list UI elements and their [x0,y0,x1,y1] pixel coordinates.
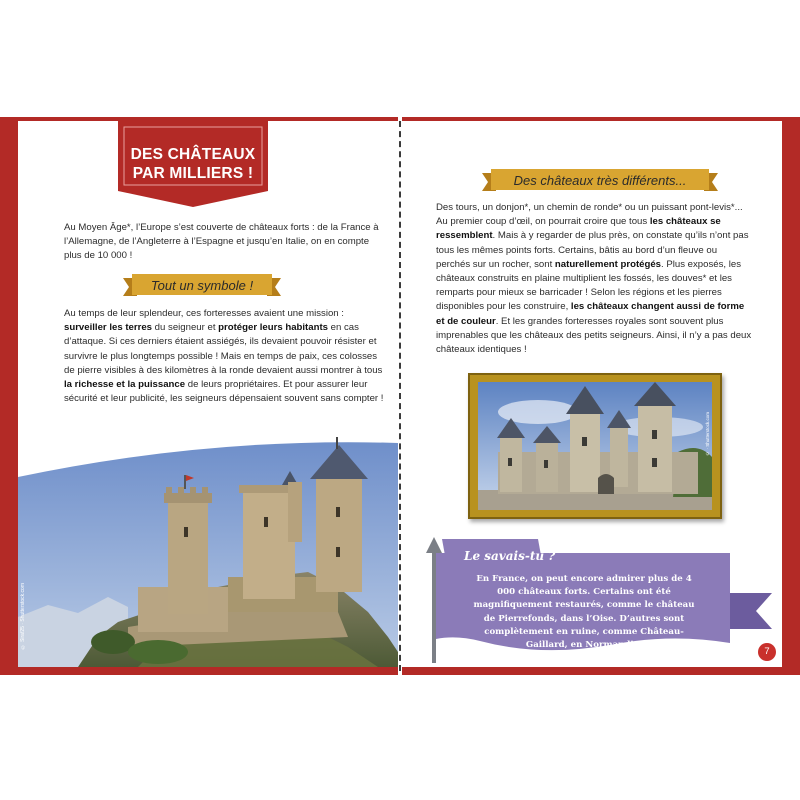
ribbon-differents [482,168,718,194]
ribbon-symbole [123,273,281,299]
ribbon-symbole-label: Tout un symbole ! [150,278,254,293]
photo-credit-left: © Siraf25 · Shutterstock.com [20,582,26,649]
pierrefonds-photo-frame [468,373,722,519]
le-savais-tu-box [420,533,775,663]
diff-text-3: . Plus exposés, les châteaux construits en plaine multiplient les fossés, les douves* et les remparts pour mieux se barricader ! Selon les régions et les pierres disponibles pour les construire, [436,258,742,313]
intro-paragraph: Au Moyen Âge*, l’Europe s’est couverte de châteaux forts : de la France à l’Allemagne, de l’Angleterre à l’Espagne et jusqu’en Italie, on en compte plus de 10 000 ! [64,222,379,262]
title-line-2: PAR MILLIERS ! [132,165,254,182]
page-title [118,145,268,183]
diff-bold-2: naturellement protégés [554,258,662,270]
diff-text-1: Des tours, un donjon*, un chemin de ronde* ou un puissant pont-levis*... Au premier coup d’œil, on pourrait croire que tous [436,202,743,228]
symbol-text-3: en cas d’attaque. Si ces derniers étaient assiégés, ils devaient pouvoir résister et survivre le plus longtemps possible ! Mais en temps de paix, ces colosses de pierre visibles à des kilomètres à la ronde devaient aussi montrer à tous [64,322,383,376]
pierrefonds-photo [478,382,712,510]
pierrefonds-illustration [478,382,712,510]
page-number: 7 [758,643,776,661]
photo-credit-right: © · Shutterstock.com [705,412,710,456]
symbol-bold-2: protéger leurs habitants [218,322,328,334]
savais-text: En France, on peut encore admirer plus de 4 000 châteaux forts. Certains ont été magnifiquement restaurés, comme le château de Pierrefonds, dans l’Oise. D’autres sont complètement en ruine, comme Château-Gaillard, en Normandie. [473,574,695,651]
symbol-bold-1: surveiller les terres [64,322,153,334]
diff-bold-3: les châteaux changent aussi de forme et de couleur [436,301,745,327]
symbol-bold-3: la richesse et la puissance [64,379,186,391]
title-banner [118,121,268,207]
diff-bold-1: les châteaux se ressemblent [436,216,721,242]
right-page [402,121,782,667]
left-page [18,121,398,667]
differents-paragraph [436,201,752,357]
diff-text-2: . Mais à y regarder de plus près, on constate qu’ils n’ont pas tous les mêmes points forts. Certains, bâtis au bord d’un fleuve ou perchés sur un rocher, sont [436,230,749,270]
ribbon-differents-label: Des châteaux très différents... [513,173,687,188]
foix-castle-photo [18,437,398,667]
symbol-text-2: du seigneur et [152,322,219,334]
gutter-dashed-line [399,121,401,671]
castle-illustration [18,437,398,667]
title-line-1: DES CHÂTEAUX [130,146,256,163]
diff-text-4: . Et les grandes forteresses royales sont souvent plus imprenables que les châteaux des petits seigneurs. Ainsi, il n’y a pas deux châteaux identiques ! [436,315,752,356]
symbol-paragraph [64,307,386,406]
symbol-text-1: Au temps de leur splendeur, ces forteresses avaient une mission : [64,308,344,319]
symbol-text-4: de leurs propriétaires. Et pour assurer leur sécurité et leur publicité, les seigneurs dépensaient souvent sans compter ! [64,379,384,405]
savais-title: Le savais-tu ? [464,549,556,563]
